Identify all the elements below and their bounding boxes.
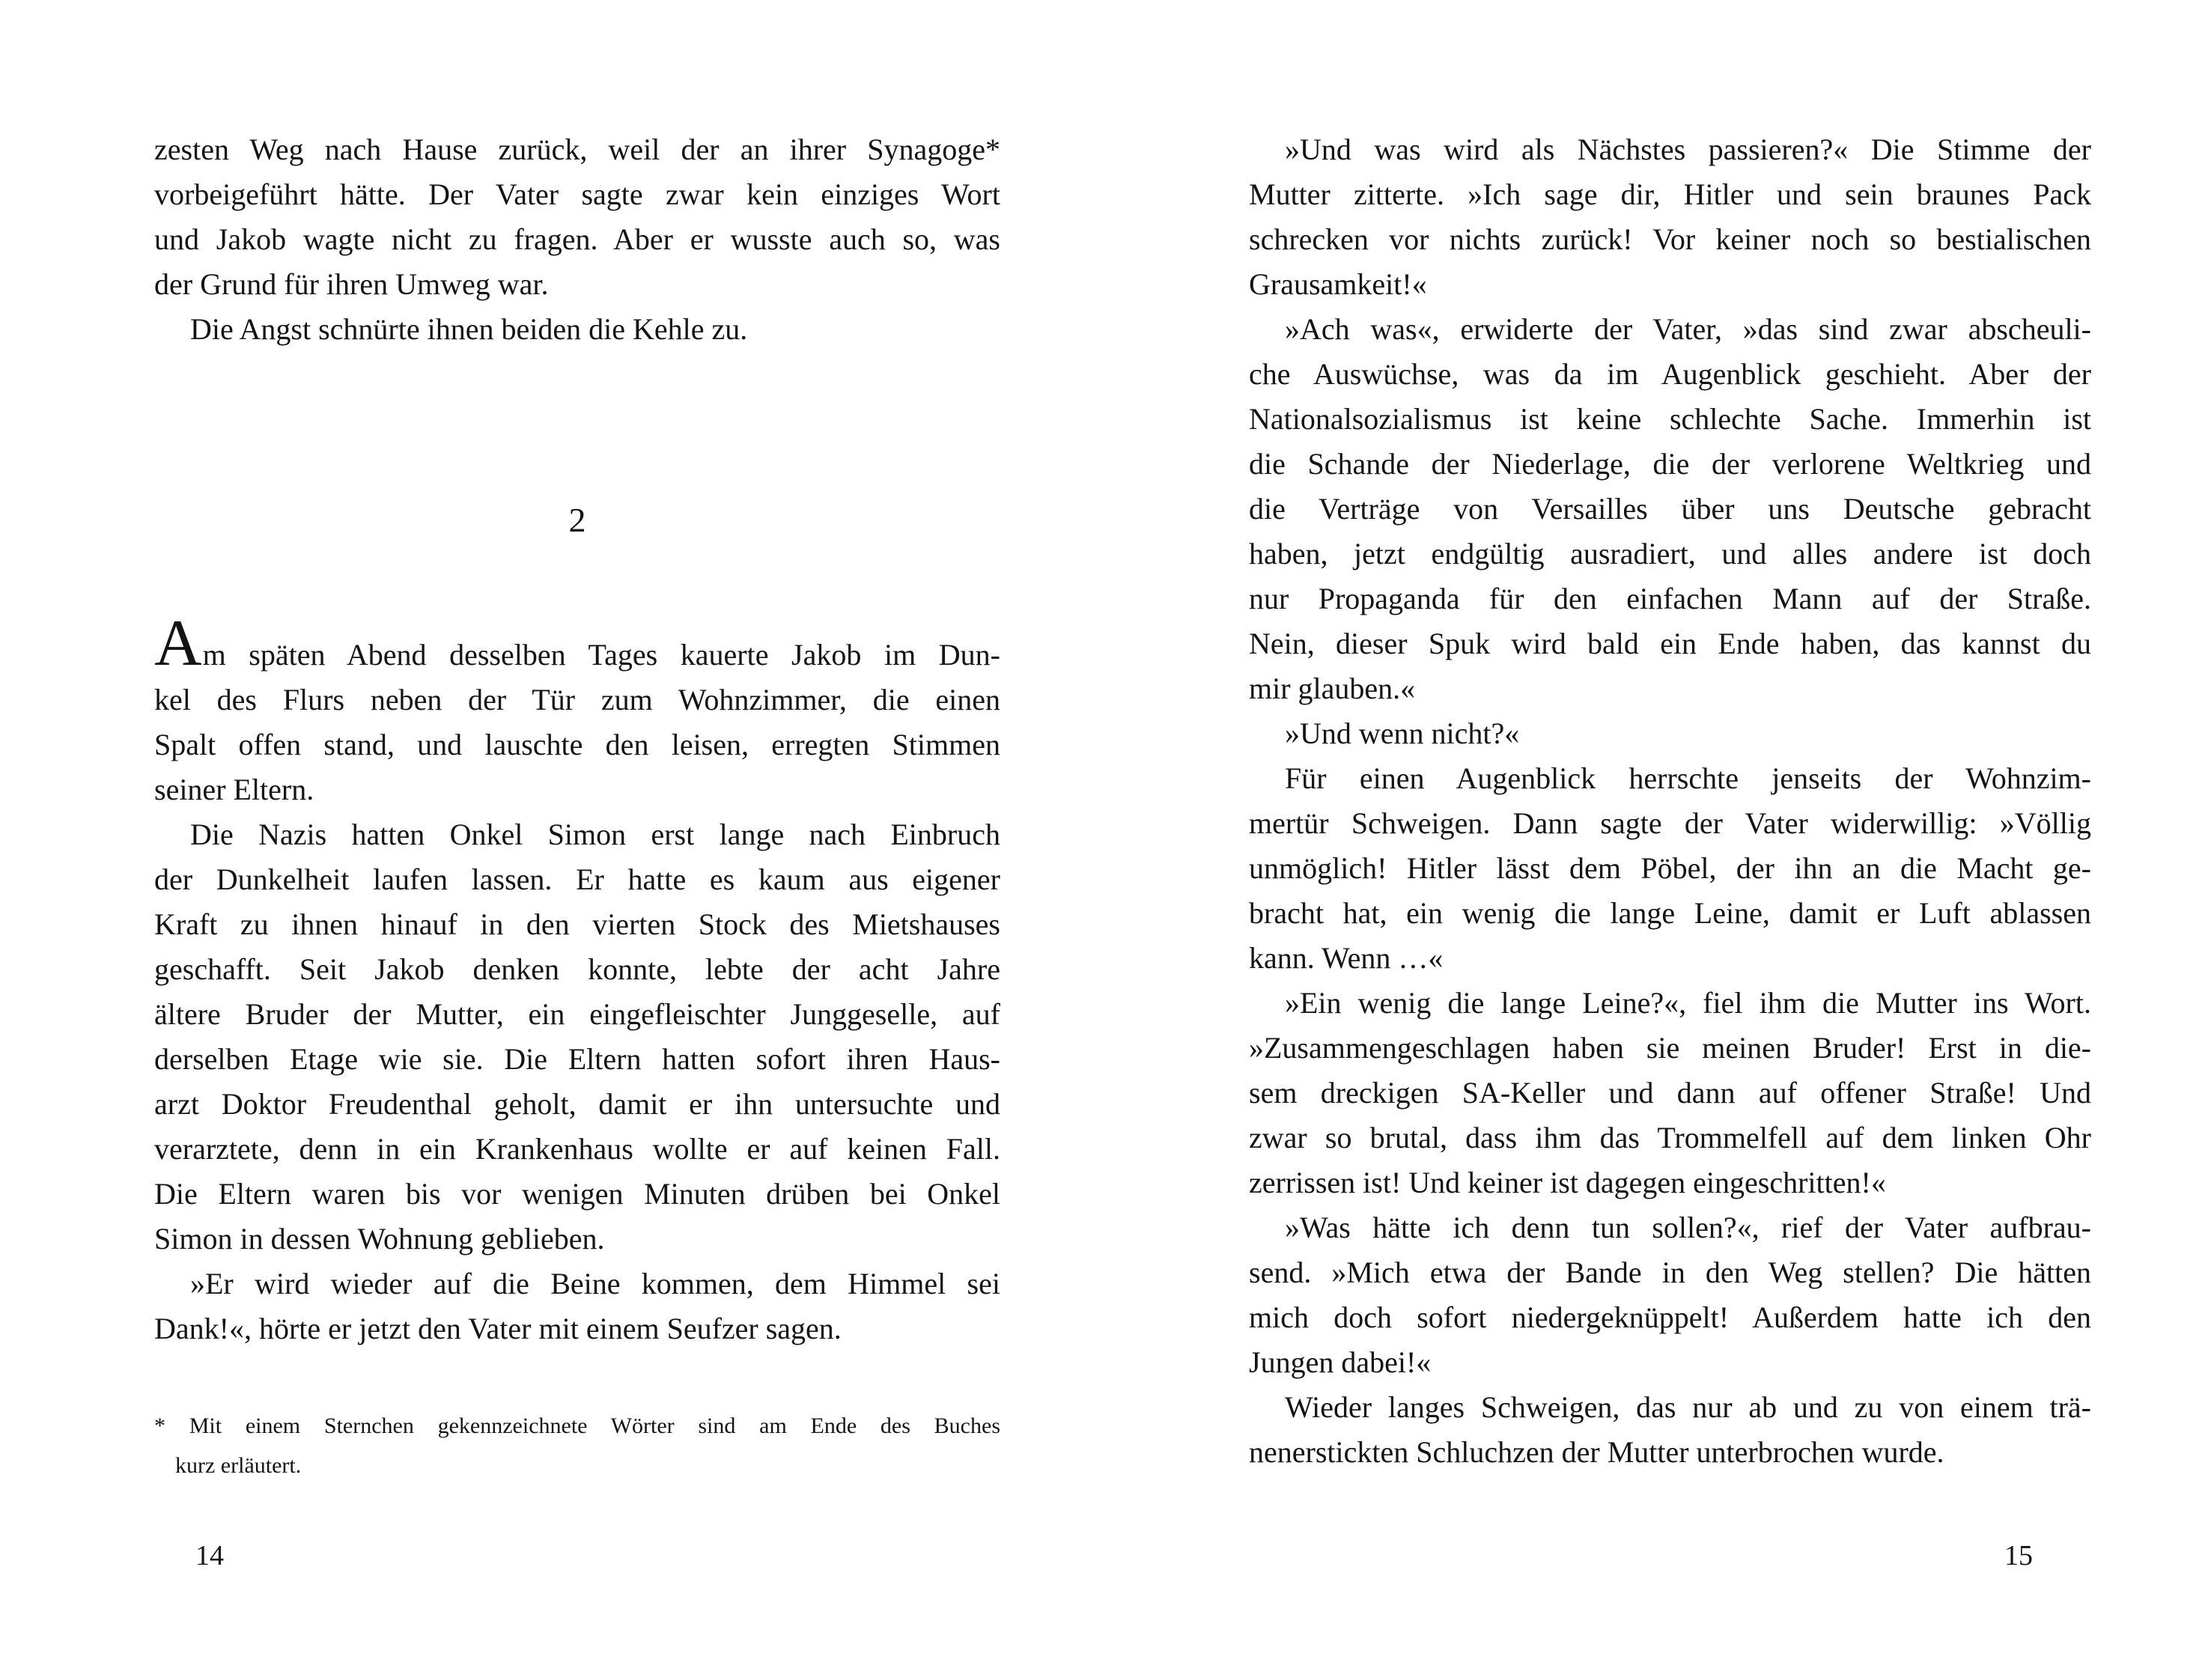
text-line: zesten Weg nach Hause zurück, weil der an ihrer Synagoge* [154,133,1000,166]
text-line: mir glauben.« [1249,672,1416,705]
text-line: derselben Etage wie sie. Die Eltern hatten sofort ihren Haus- [154,1042,1000,1076]
text-line: Spalt offen stand, und lauschte den leisen, erregten Stimmen [154,728,1000,761]
raised-initial-cap: A [154,607,203,680]
text-line: der Grund für ihren Umweg war. [154,267,549,301]
page-right-text-block [1249,127,2091,1475]
text-line: verarztete, denn in ein Krankenhaus wollte er auf keinen Fall. [154,1132,1000,1166]
page-right [1249,0,2091,1680]
text-line: Für einen Augenblick herrschte jenseits der Wohnzim- [1285,761,2091,795]
page-number-right: 15 [2004,1540,2033,1571]
text-line: seiner Eltern. [154,773,314,806]
text-line: Die Eltern waren bis vor wenigen Minuten drüben bei Onkel [154,1177,1000,1211]
text-line: zerrissen ist! Und keiner ist dagegen eingeschritten!« [1249,1166,1886,1199]
text-line: Mutter zitterte. »Ich sage dir, Hitler und sein braunes Pack [1249,177,2091,211]
text-line: nenerstickten Schluchzen der Mutter unterbrochen wurde. [1249,1435,1944,1469]
text-line: nur Propaganda für den einfachen Mann auf der Straße. [1249,582,2091,615]
text-line: kel des Flurs neben der Tür zum Wohnzimmer, die einen [154,683,1000,716]
text-line: che Auswüchse, was da im Augenblick geschieht. Aber der [1249,357,2091,391]
text-line: * Mit einem Sternchen gekennzeichnete Wörter sind am Ende des Buches [154,1413,1000,1438]
page-left-text-block [154,127,1000,1351]
text-line: ältere Bruder der Mutter, ein eingefleischter Junggeselle, auf [154,997,1000,1031]
text-line: sem dreckigen SA-Keller und dann auf offener Straße! Und [1249,1076,2091,1110]
text-line: bracht hat, ein wenig die lange Leine, damit er Luft ablassen [1249,896,2091,930]
text-line: Die Angst schnürte ihnen beiden die Kehle zu. [190,312,748,346]
text-line: Dank!«, hörte er jetzt den Vater mit einem Seufzer sagen. [154,1312,842,1345]
text-line: geschafft. Seit Jakob denken konnte, lebte der acht Jahre [154,952,1000,986]
text-line: mertür Schweigen. Dann sagte der Vater widerwillig: »Völlig [1249,806,2091,840]
page-number-left: 14 [195,1540,224,1571]
text-line: mich doch sofort niedergeknüppelt! Außerdem hatte ich den [1249,1300,2091,1334]
text-line: Die Nazis hatten Onkel Simon erst lange nach Einbruch [190,818,1000,851]
text-line: kurz erläutert. [175,1453,302,1478]
text-line: »Was hätte ich denn tun sollen?«, rief der Vater aufbrau- [1285,1211,2091,1244]
text-line: und Jakob wagte nicht zu fragen. Aber er wusste auch so, was [154,222,1000,256]
text-line: »Und was wird als Nächstes passieren?« Die Stimme der [1285,133,2091,166]
text-line: schrecken vor nichts zurück! Vor keiner noch so bestialischen [1249,222,2091,256]
text-line: zwar so brutal, dass ihm das Trommelfell auf dem linken Ohr [1249,1121,2091,1154]
text-line: Jungen dabei!« [1249,1345,1432,1379]
text-line: kann. Wenn …« [1249,941,1444,975]
text-line: Am späten Abend desselben Tages kauerte Jakob im Dun- [154,607,1000,680]
chapter-number: 2 [568,501,586,539]
text-line: die Verträge von Versailles über uns Deutsche gebracht [1249,492,2091,526]
text-line: send. »Mich etwa der Bande in den Weg stellen? Die hätten [1249,1256,2091,1289]
footnote [154,1406,1000,1485]
text-line: Kraft zu ihnen hinauf in den vierten Stock des Mietshauses [154,907,1000,941]
text-line: »Ach was«, erwiderte der Vater, »das sind zwar abscheuli- [1285,312,2091,346]
text-line: Grausamkeit!« [1249,267,1427,301]
text-line: haben, jetzt endgültig ausradiert, und alles andere ist doch [1249,537,2091,570]
text-line: Nein, dieser Spuk wird bald ein Ende haben, das kannst du [1249,627,2091,660]
page-left [154,0,1000,1680]
text-line: die Schande der Niederlage, die der verlorene Weltkrieg und [1249,447,2091,481]
text-line: unmöglich! Hitler lässt dem Pöbel, der ihn an die Macht ge- [1249,851,2091,885]
text-line: arzt Doktor Freudenthal geholt, damit er ihn untersuchte und [154,1087,1000,1121]
text-line: »Und wenn nicht?« [1285,716,1520,750]
text-line: Wieder langes Schweigen, das nur ab und zu von einem trä- [1285,1390,2091,1424]
text-line: »Er wird wieder auf die Beine kommen, dem Himmel sei [190,1267,1000,1300]
text-line: »Ein wenig die lange Leine?«, fiel ihm die Mutter ins Wort. [1285,986,2091,1020]
text-line: der Dunkelheit laufen lassen. Er hatte es kaum aus eigener [154,862,1000,896]
text-line: »Zusammengeschlagen haben sie meinen Bruder! Erst in die- [1249,1031,2091,1065]
text-line: Nationalsozialismus ist keine schlechte Sache. Immerhin ist [1249,402,2091,436]
text-line: Simon in dessen Wohnung geblieben. [154,1222,605,1256]
text-line: vorbeigeführt hätte. Der Vater sagte zwar kein einziges Wort [154,177,1000,211]
